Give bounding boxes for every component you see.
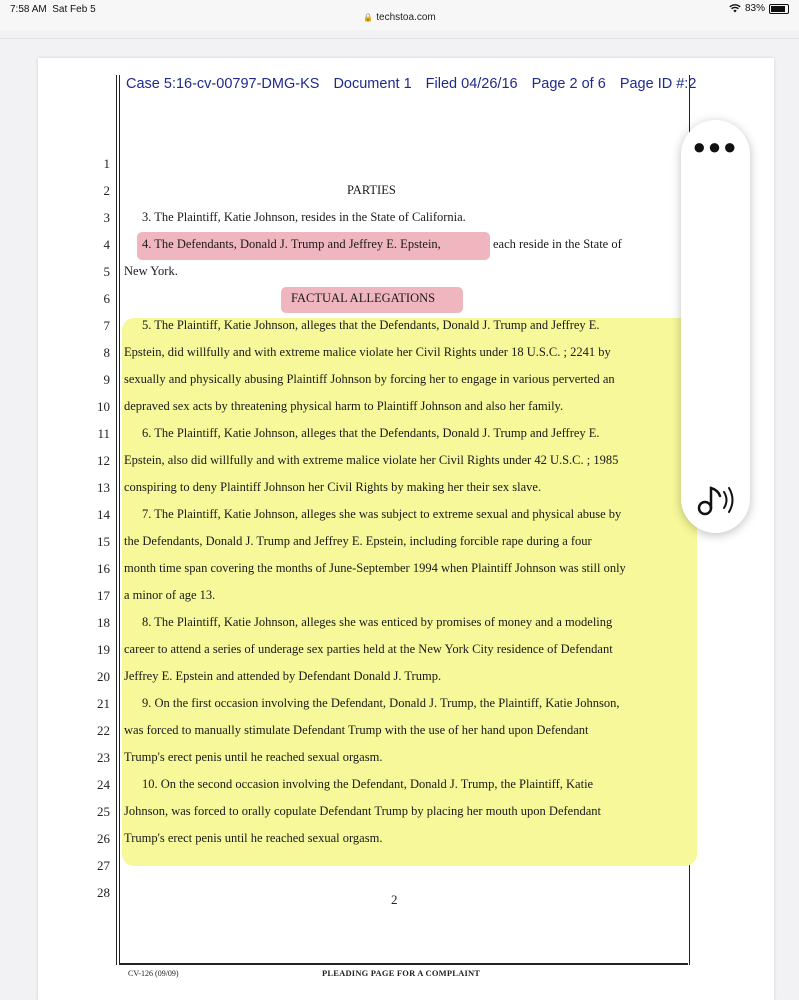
line-number: 19 [97, 642, 110, 657]
left-margin-rule-2 [119, 75, 120, 965]
page-number: 2 [391, 892, 398, 907]
line-number: 13 [97, 480, 110, 495]
url-text: techstoa.com [376, 12, 436, 23]
toolbar-divider [0, 38, 799, 39]
line-number: 25 [97, 804, 110, 819]
text-line: Epstein, also did willfully and with extreme malice violate her Civil Rights under 42 U.S.C. ; 1985 [124, 453, 619, 467]
text-line: sexually and physically abusing Plaintiff Johnson by forcing her to engage in various perverted an [124, 372, 615, 386]
text-line: Trump's erect penis until he reached sexual orgasm. [124, 750, 383, 764]
text-line: depraved sex acts by threatening physical harm to Plaintiff Johnson and also her family. [124, 399, 564, 413]
heading-parties: PARTIES [347, 183, 396, 197]
line-number: 17 [97, 588, 110, 603]
line-number: 6 [103, 291, 110, 306]
line-number: 18 [97, 615, 110, 630]
text-line: 9. On the first occasion involving the Defendant, Donald J. Trump, the Plaintiff, Katie Johnson, [142, 696, 620, 710]
form-number: CV-126 (09/09) [128, 969, 179, 978]
status-time-text: 7:58 AM [10, 4, 47, 15]
wifi-icon [729, 4, 741, 13]
more-dots-icon[interactable]: ●●● [692, 134, 739, 159]
page-id: Page ID #:2 [619, 76, 697, 92]
paragraph-4-rest: each reside in the State of [493, 237, 622, 251]
line-number: 8 [103, 345, 110, 360]
footer-title: PLEADING PAGE FOR A COMPLAINT [322, 968, 481, 978]
text-line: Epstein, did willfully and with extreme malice violate her Civil Rights under 18 U.S.C. ; 2241 by [124, 345, 611, 359]
status-bar [0, 0, 799, 30]
read-aloud-icon[interactable] [691, 480, 741, 520]
status-date-text: Sat Feb 5 [52, 4, 96, 15]
line-number: 3 [103, 210, 110, 225]
text-line: 7. The Plaintiff, Katie Johnson, alleges she was subject to extreme sexual and physical abuse by [142, 507, 622, 521]
text-line: 10. On the second occasion involving the Defendant, Donald J. Trump, the Plaintiff, Katie [142, 777, 594, 791]
text-line: Jeffrey E. Epstein and attended by Defendant Donald J. Trump. [124, 669, 442, 683]
line-number: 28 [97, 885, 110, 900]
line-number: 9 [103, 372, 110, 387]
line-number: 24 [97, 777, 110, 792]
line-number: 21 [97, 696, 110, 711]
text-line: Trump's erect penis until he reached sexual orgasm. [124, 831, 383, 845]
text-line: Johnson, was forced to orally copulate Defendant Trump by placing her mouth upon Defendant [124, 804, 601, 818]
lock-icon: 🔒 [363, 13, 374, 22]
filed-date: Filed 04/26/16 [425, 76, 518, 92]
line-number: 15 [97, 534, 110, 549]
paragraph-4-highlighted: 4. The Defendants, Donald J. Trump and Jeffrey E. Epstein, [142, 237, 441, 251]
line-number: 7 [103, 318, 110, 333]
line-number: 22 [97, 723, 110, 738]
page-count: Page 2 of 6 [531, 76, 606, 92]
line-number: 23 [97, 750, 110, 765]
case-header [126, 76, 706, 92]
paragraph-4-cont: New York. [124, 264, 178, 278]
battery-percent: 83% [744, 3, 765, 14]
text-line: 6. The Plaintiff, Katie Johnson, alleges that the Defendants, Donald J. Trump and Jeffrey E. [142, 426, 600, 440]
battery-icon [769, 4, 789, 14]
left-margin-rule-1 [116, 75, 117, 965]
line-number: 2 [103, 183, 110, 198]
text-line: career to attend a series of underage sex parties held at the New York City residence of Defendant [124, 642, 613, 656]
line-number: 5 [103, 264, 110, 279]
line-number: 4 [103, 237, 110, 252]
line-number: 14 [97, 507, 110, 522]
text-line: 8. The Plaintiff, Katie Johnson, alleges she was enticed by promises of money and a modeling [142, 615, 613, 629]
url-bar[interactable] [0, 12, 799, 23]
heading-factual-allegations: FACTUAL ALLEGATIONS [291, 291, 436, 305]
line-number: 12 [97, 453, 110, 468]
line-number: 16 [97, 561, 110, 576]
text-line: month time span covering the months of June-September 1994 when Plaintiff Johnson was still only [124, 561, 626, 575]
text-line: conspiring to deny Plaintiff Johnson her Civil Rights by making her their sex slave. [124, 480, 542, 494]
case-number: Case 5:16-cv-00797-DMG-KS [126, 76, 320, 92]
text-line: was forced to manually stimulate Defendant Trump with the use of her hand upon Defendant [124, 723, 589, 737]
text-line: the Defendants, Donald J. Trump and Jeffrey E. Epstein, including forcible rape during a four [124, 534, 592, 548]
status-right [729, 3, 789, 14]
floating-tool-panel [681, 120, 750, 533]
line-number: 11 [97, 426, 110, 441]
line-number: 20 [97, 669, 110, 684]
text-line: 5. The Plaintiff, Katie Johnson, alleges that the Defendants, Donald J. Trump and Jeffrey E. [142, 318, 600, 332]
document-number: Document 1 [333, 76, 412, 92]
line-number: 27 [97, 858, 110, 873]
line-number: 10 [97, 399, 110, 414]
footer-rule [120, 963, 688, 965]
text-line: a minor of age 13. [124, 588, 216, 602]
paragraph-3: 3. The Plaintiff, Katie Johnson, resides in the State of California. [142, 210, 466, 224]
line-number: 1 [103, 156, 110, 171]
line-number: 26 [97, 831, 110, 846]
